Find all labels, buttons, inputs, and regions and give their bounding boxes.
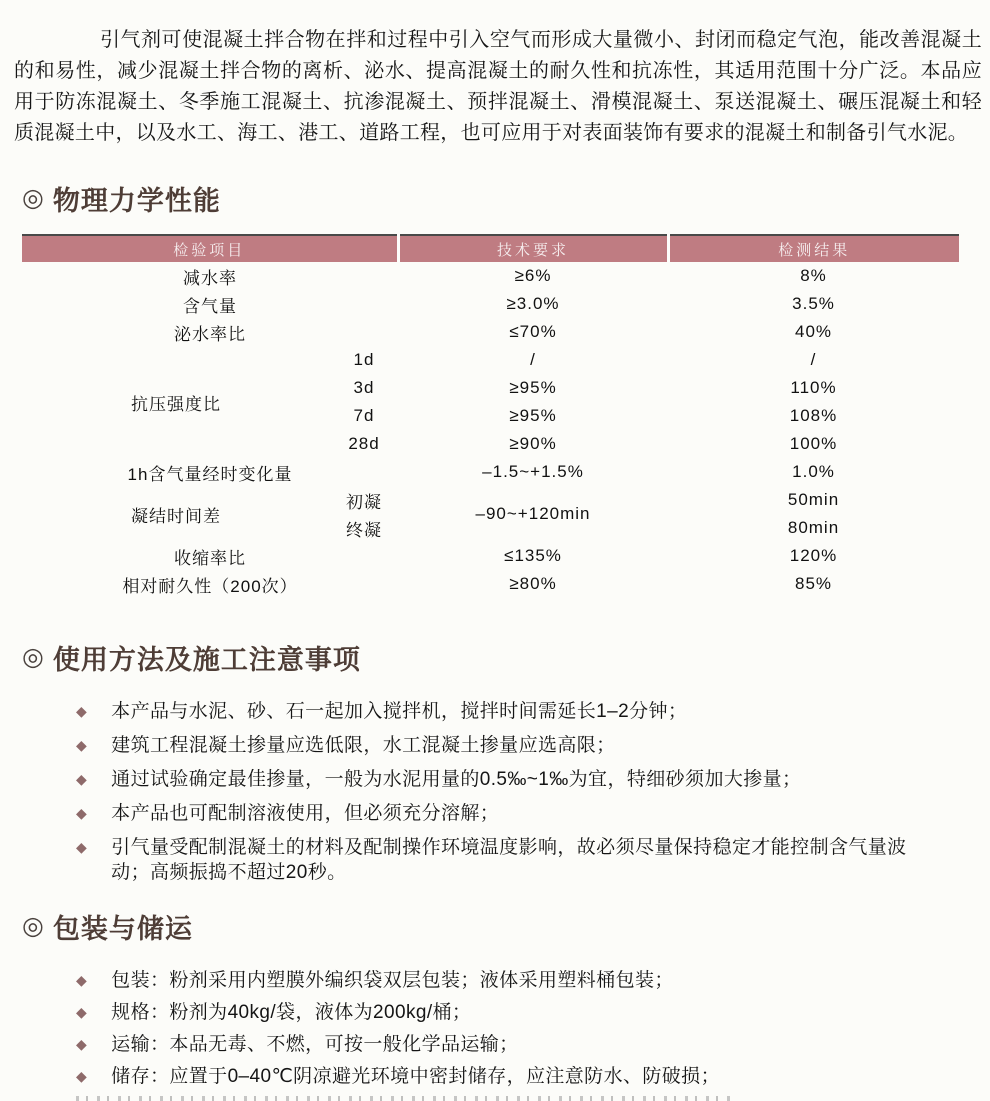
diamond-bullet-icon: ◆: [76, 737, 88, 753]
cell-result: /: [810, 350, 817, 369]
group-label-strength: 抗压强度比: [131, 394, 221, 414]
list-item-text: 建筑工程混凝土掺量应选低限，水工混凝土掺量应选高限；: [111, 735, 616, 756]
diamond-bullet-icon: ◆: [76, 972, 88, 988]
clipped-text-line: [76, 1096, 736, 1101]
table-row: [22, 262, 959, 290]
cell-result: 120%: [789, 546, 838, 565]
list-item: [76, 801, 936, 826]
diamond-bullet-icon: ◆: [76, 703, 88, 719]
double-circle-icon: ◎: [22, 184, 45, 212]
cell-result: 8%: [800, 266, 827, 285]
cell-age: 7d: [353, 406, 375, 425]
section-title-packaging: 包装与储运: [52, 914, 193, 944]
cell-requirement: ≤135%: [504, 546, 562, 565]
list-item: [76, 968, 936, 993]
cell-result: 80min: [787, 518, 840, 537]
cell-item: 泌水率比: [174, 324, 246, 344]
double-circle-icon: ◎: [22, 643, 45, 671]
intro-paragraph: 引气剂可使混凝土拌合物在拌和过程中引入空气而形成大量微小、封闭而稳定气泡，能改善混凝土的和易性，减少混凝土拌合物的离析、泌水、提高混凝土的耐久性和抗冻性，其适用范围十分广泛。本品应用于防冻混凝土、冬季施工混凝土、抗渗混凝土、预拌混凝土、滑模混凝土、泵送混凝土、碾压混凝土和轻质混凝土中，以及水工、海工、港工、道路工程，也可应用于对表面装饰有要求的混凝土和制备引气水泥。: [14, 29, 982, 144]
diamond-bullet-icon: ◆: [76, 1004, 88, 1020]
list-item: [76, 835, 936, 885]
col-header-result: 检测结果: [668, 235, 959, 262]
cell-requirement: ≥3.0%: [506, 294, 560, 313]
list-item: [76, 1000, 936, 1025]
list-item: [76, 1064, 936, 1089]
cell-result: 3.5%: [792, 294, 835, 313]
performance-table: [22, 234, 959, 598]
packaging-list: [76, 968, 936, 1089]
cell-result: 50min: [787, 490, 840, 509]
section-title-usage: 使用方法及施工注意事项: [52, 645, 361, 675]
list-item-text: 运输：本品无毒、不燃，可按一般化学品运输；: [111, 1034, 519, 1055]
cell-result: 40%: [795, 322, 833, 341]
diamond-bullet-icon: ◆: [76, 805, 88, 821]
cell-requirement: ≥95%: [509, 378, 557, 397]
table-row: [22, 458, 959, 486]
section-heading-packaging: [22, 907, 990, 946]
table-row: [22, 290, 959, 318]
document-page: [0, 25, 990, 1090]
cell-result: 1.0%: [792, 462, 835, 481]
list-item: [76, 1032, 936, 1057]
cell-requirement: /: [530, 350, 536, 369]
cell-result: 85%: [795, 574, 833, 593]
cell-requirement: ≥6%: [514, 266, 552, 285]
col-header-item: 检验项目: [22, 235, 398, 262]
cell-result: 108%: [789, 406, 838, 425]
diamond-bullet-icon: ◆: [76, 839, 88, 855]
list-item-text: 引气量受配制混凝土的材料及配制操作环境温度影响，故必须尽量保持稳定才能控制含气量波动；高频振捣不超过20秒。: [111, 837, 907, 883]
table-row: [22, 318, 959, 346]
cell-requirement: ≥95%: [509, 406, 557, 425]
cell-item: 相对耐久性（200次）: [122, 576, 298, 596]
cell-item: 减水率: [183, 268, 237, 288]
list-item-text: 规格：粉剂为40kg/袋，液体为200kg/桶；: [111, 1002, 472, 1023]
table-row: [22, 346, 959, 374]
diamond-bullet-icon: ◆: [76, 1068, 88, 1084]
col-header-requirement: 技术要求: [398, 235, 668, 262]
list-item-text: 本产品也可配制溶液使用，但必须充分溶解；: [111, 803, 500, 824]
cell-age: 3d: [353, 378, 375, 397]
list-item: [76, 699, 936, 724]
list-item-text: 包装：粉剂采用内塑膜外编织袋双层包装；液体采用塑料桶包装；: [111, 970, 674, 991]
cell-stage: 终凝: [346, 520, 382, 540]
section-heading-usage: [22, 638, 990, 677]
list-item: [76, 767, 936, 792]
table-row: [22, 486, 959, 514]
cell-item: 1h含气量经时变化量: [127, 464, 293, 484]
cell-result: 100%: [789, 434, 838, 453]
diamond-bullet-icon: ◆: [76, 1036, 88, 1052]
cell-result: 110%: [790, 378, 837, 397]
usage-list: [76, 699, 936, 885]
list-item-text: 通过试验确定最佳掺量，一般为水泥用量的0.5‰~1‰为宜，特细砂须加大掺量；: [111, 769, 802, 790]
table-row: [22, 542, 959, 570]
cell-item: 含气量: [183, 296, 237, 316]
section-title-physical: 物理力学性能: [52, 186, 221, 216]
table-header-row: [22, 235, 959, 262]
cell-item: 收缩率比: [174, 548, 246, 568]
list-item-text: 储存：应置于0–40℃阴凉避光环境中密封储存，应注意防水、防破损；: [111, 1066, 720, 1087]
cell-requirement: –90~+120min: [475, 504, 591, 523]
cell-requirement: ≥80%: [509, 574, 557, 593]
cell-age: 1d: [353, 350, 375, 369]
list-item: [76, 733, 936, 758]
cell-stage: 初凝: [346, 492, 382, 512]
cell-requirement: ≥90%: [509, 434, 557, 453]
section-heading-physical: [22, 179, 990, 218]
table-row: [22, 570, 959, 598]
diamond-bullet-icon: ◆: [76, 771, 88, 787]
group-label-setting: 凝结时间差: [131, 506, 221, 526]
cell-requirement: –1.5~+1.5%: [482, 462, 584, 481]
double-circle-icon: ◎: [22, 912, 45, 940]
cell-age: 28d: [348, 434, 380, 453]
cell-requirement: ≤70%: [509, 322, 557, 341]
list-item-text: 本产品与水泥、砂、石一起加入搅拌机，搅拌时间需延长1–2分钟；: [111, 701, 688, 722]
